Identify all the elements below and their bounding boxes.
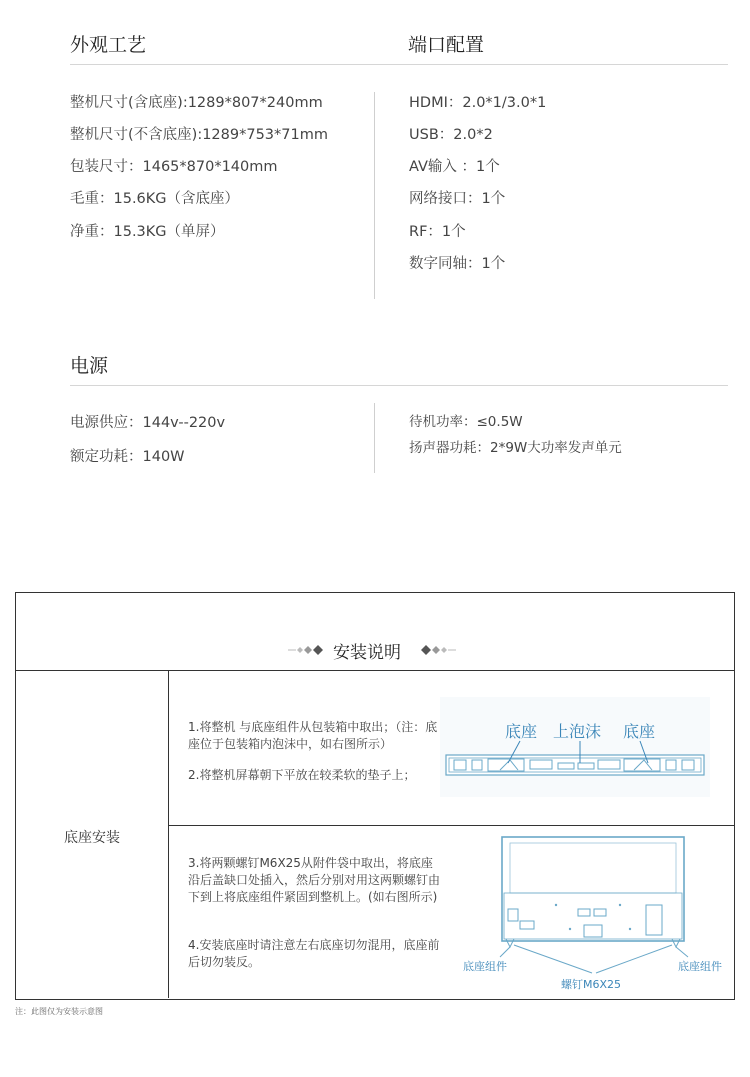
power-rated: 额定功耗：140W [70, 449, 185, 465]
spec-size-without-stand: 整机尺寸(不含底座):1289*753*71mm [70, 127, 328, 143]
foam-label-left: 底座 [505, 722, 538, 741]
port-coaxial: 数字同轴：1个 [409, 256, 506, 272]
foam-label-right: 底座 [623, 722, 656, 741]
power-divider [70, 385, 728, 386]
foam-label-mid: 上泡沫 [553, 722, 602, 741]
package-foam-illustration [440, 697, 710, 797]
install-col-line [168, 670, 169, 998]
install-header-line [16, 670, 734, 671]
install-step-2: 2.将整机屏幕朝下平放在较柔软的垫子上； [188, 768, 416, 782]
tv-label-screw: 螺钉M6X25 [561, 978, 622, 991]
spec-net-weight: 净重：15.3KG（单屏） [70, 224, 225, 240]
footnote: 注：此图仅为安装示意图 [15, 1007, 103, 1016]
port-usb: USB：2.0*2 [409, 127, 493, 143]
diamond-ornament-icon [288, 643, 324, 657]
install-row-label: 底座安装 [64, 830, 120, 846]
install-step-1: 1.将整机 与底座组件从包装箱中取出；（注：底座位于包装箱内泡沫中，如右图所示） [188, 720, 438, 751]
tv-label-right: 底座组件 [678, 960, 722, 973]
title-ornament-right [420, 642, 456, 656]
power-title: 电源 [70, 355, 109, 377]
tv-label-left: 底座组件 [463, 960, 507, 973]
title-ornament-left [288, 642, 324, 656]
port-rf: RF：1个 [409, 224, 466, 240]
port-network: 网络接口：1个 [409, 191, 506, 207]
install-title: 安装说明 [333, 643, 401, 663]
power-standby: 待机功率：≤0.5W [409, 414, 523, 430]
spec-size-with-stand: 整机尺寸(含底座):1289*807*240mm [70, 95, 323, 111]
spec-gross-weight: 毛重：15.6KG（含底座） [70, 191, 240, 207]
power-supply: 电源供应：144v--220v [70, 415, 226, 431]
power-speaker: 扬声器功耗：2*9W大功率发声单元 [409, 440, 622, 456]
spec-package-size: 包装尺寸：1465*870*140mm [70, 159, 278, 175]
install-step-4: 4.安装底座时请注意左右底座切勿混用，底座前后切勿装反。 [188, 938, 440, 969]
section-divider [70, 64, 728, 65]
ports-title: 端口配置 [408, 34, 485, 56]
install-row-line [169, 825, 734, 826]
power-column-divider [374, 403, 375, 473]
appearance-title: 外观工艺 [70, 34, 147, 56]
install-step-3: 3.将两颗螺钉M6X25从附件袋中取出，将底座沿后盖缺口处插入，然后分别对用这两颗螺钉由下到上将底座组件紧固到整机上。(如右图所示) [188, 856, 441, 904]
port-hdmi: HDMI：2.0*1/3.0*1 [409, 95, 547, 111]
column-divider [374, 92, 375, 299]
port-av: AV输入 ：1个 [409, 159, 500, 175]
diamond-ornament-icon [420, 643, 456, 657]
foam-diagram [440, 697, 710, 797]
